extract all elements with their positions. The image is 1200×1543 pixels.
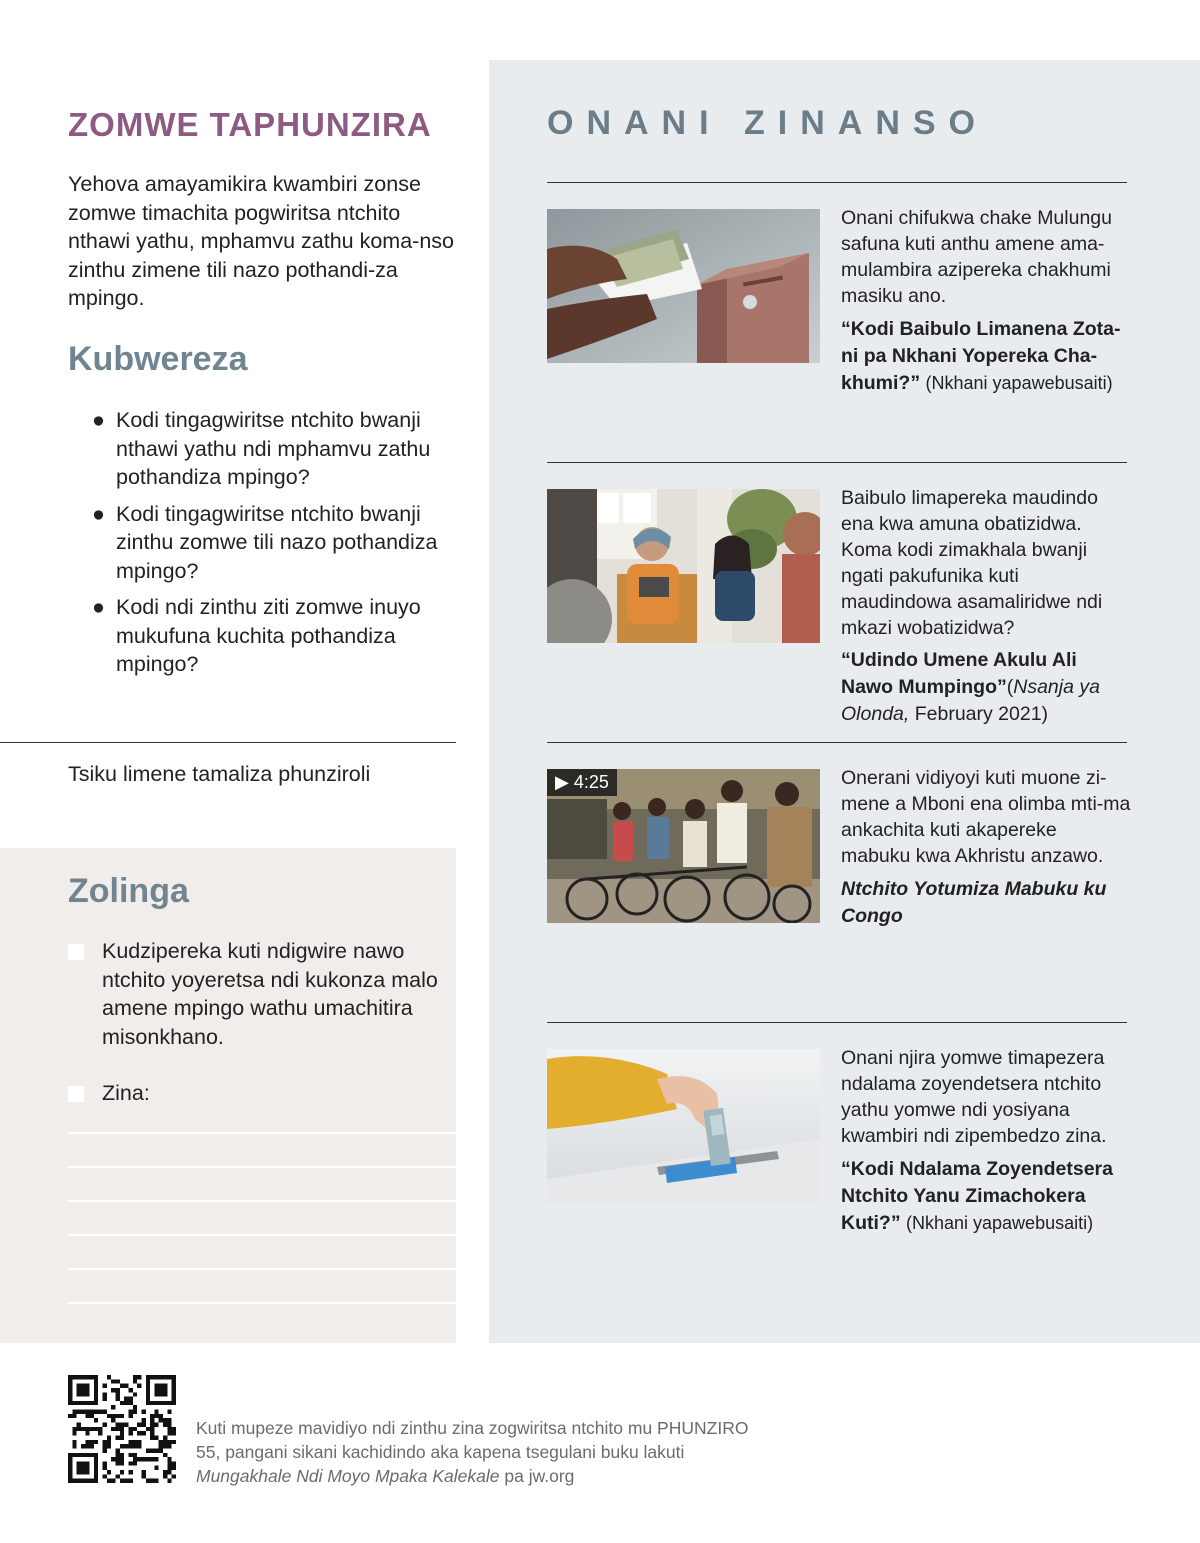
- goals-title: Zolinga: [68, 872, 189, 910]
- card-reference-title[interactable]: “Kodi Baibulo Limanena Zota-ni pa Nkhani Yopereka Cha-khumi?”: [841, 318, 1121, 394]
- women-bible-study-image[interactable]: [547, 489, 820, 643]
- card-reference-link[interactable]: [841, 316, 1131, 397]
- qr-code-icon[interactable]: [68, 1375, 176, 1483]
- divider: [547, 462, 1127, 463]
- card-description: Onani chifukwa chake Mulungu safuna kuti anthu amene ama-mulambira azipereka chakhumi masiku ano.: [841, 207, 1112, 307]
- review-item-text: Kodi tingagwiritse ntchito bwanji nthawi yathu ndi mphamvu zathu pothandiza mpingo?: [116, 408, 431, 489]
- card-reference-title[interactable]: “Kodi Ndalama Zoyendetsera Ntchito Yanu Zimachokera Kuti?”: [841, 1158, 1113, 1234]
- footer-text-part: pa jw.org: [499, 1466, 575, 1486]
- footer-note: [196, 1416, 756, 1488]
- writing-line[interactable]: [68, 1268, 456, 1270]
- footer-text-part: Kuti mupeze mavidiyo ndi zinthu zina zogwiritsa ntchito mu PHUNZIRO 55, pangani sikani kachidindo aka kapena tsegulani buku lakuti: [196, 1418, 749, 1462]
- discover-title: ONANI ZINANSO: [547, 104, 988, 142]
- checkbox-icon[interactable]: [68, 944, 84, 960]
- divider: [547, 742, 1127, 743]
- review-item: [92, 500, 462, 586]
- card-reference-title[interactable]: Ntchito Yotumiza Mabuku ku Congo: [841, 878, 1107, 927]
- video-play-badge[interactable]: [547, 769, 617, 796]
- card-reference-date: February 2021): [909, 703, 1049, 725]
- bullet-icon: ●: [92, 408, 105, 432]
- goal-item-text: Zina:: [102, 1081, 150, 1105]
- review-item: [92, 593, 462, 679]
- review-list: [92, 406, 462, 687]
- review-title: Kubwereza: [68, 340, 248, 378]
- video-duration: 4:25: [573, 772, 609, 792]
- bullet-icon: ●: [92, 595, 105, 619]
- divider: [0, 742, 456, 743]
- card-reference-link[interactable]: [841, 647, 1131, 728]
- card-description: Baibulo limapereka maudindo ena kwa amuna obatizidwa. Koma kodi zimakhala bwanji ngati pakufunika kuti maudindowa asamaliridwe ndi mkazi wobatizidwa?: [841, 487, 1103, 639]
- card-description: Onani njira yomwe timapezera ndalama zoyendetsera ntchito yathu yomwe ndi yosiyana kwambiri ndi zipembedzo zina.: [841, 1047, 1107, 1147]
- goal-item-text: Kudzipereka kuti ndigwire nawo ntchito yoyeretsa ndi kukonza malo amene mpingo wathu umachitira misonkhano.: [102, 939, 438, 1049]
- divider: [547, 1022, 1127, 1023]
- writing-line[interactable]: [68, 1234, 456, 1236]
- completion-date-label: Tsiku limene tamaliza phunziroli: [68, 762, 371, 786]
- card-reference-source: (Nkhani yapawebusaiti): [925, 373, 1113, 393]
- card-reference-publication: Nsanja ya Olonda,: [841, 676, 1100, 725]
- donation-slot-image[interactable]: [547, 1049, 820, 1203]
- donation-envelope-box-image[interactable]: [547, 209, 820, 363]
- summary-title: ZOMWE TAPHUNZIRA: [68, 106, 432, 143]
- play-icon[interactable]: ▶: [555, 772, 574, 792]
- card-description: Onerani vidiyoyi kuti muone zi-mene a Mboni ena olimba mti-ma ankachita kuti akapereke mabuku kwa Akhristu anzawo.: [841, 767, 1131, 867]
- card-reference-link[interactable]: [841, 1156, 1131, 1237]
- writing-line[interactable]: [68, 1302, 456, 1304]
- divider: [547, 182, 1127, 183]
- goal-item[interactable]: [68, 937, 448, 1051]
- checkbox-icon[interactable]: [68, 1086, 84, 1102]
- summary-text: Yehova amayamikira kwambiri zonse zomwe timachita pogwiritsa ntchito nthawi yathu, mphamvu zathu koma-nso zinthu zimene tili nazo pothandi-za mpingo.: [68, 172, 455, 310]
- goal-item-other[interactable]: [68, 1079, 448, 1108]
- bicycle-literature-video-image[interactable]: [547, 769, 820, 923]
- card-reference-source: (Nkhani yapawebusaiti): [906, 1213, 1094, 1233]
- writing-line[interactable]: [68, 1166, 456, 1168]
- card-reference-link[interactable]: [841, 876, 1131, 930]
- review-item-text: Kodi ndi zinthu ziti zomwe inuyo mukufuna kuchita pothandiza mpingo?: [116, 595, 421, 676]
- writing-line[interactable]: [68, 1200, 456, 1202]
- writing-line[interactable]: [68, 1132, 456, 1134]
- review-item: [92, 406, 462, 492]
- card-reference-title[interactable]: “Udindo Umene Akulu Ali Nawo Mumpingo”: [841, 649, 1077, 698]
- card-reference-source-open: (: [1006, 676, 1014, 698]
- review-item-text: Kodi tingagwiritse ntchito bwanji zinthu zomwe tili nazo pothandiza mpingo?: [116, 501, 438, 583]
- footer-book-title[interactable]: Mungakhale Ndi Moyo Mpaka Kalekale: [196, 1466, 500, 1486]
- bullet-icon: ●: [92, 501, 105, 526]
